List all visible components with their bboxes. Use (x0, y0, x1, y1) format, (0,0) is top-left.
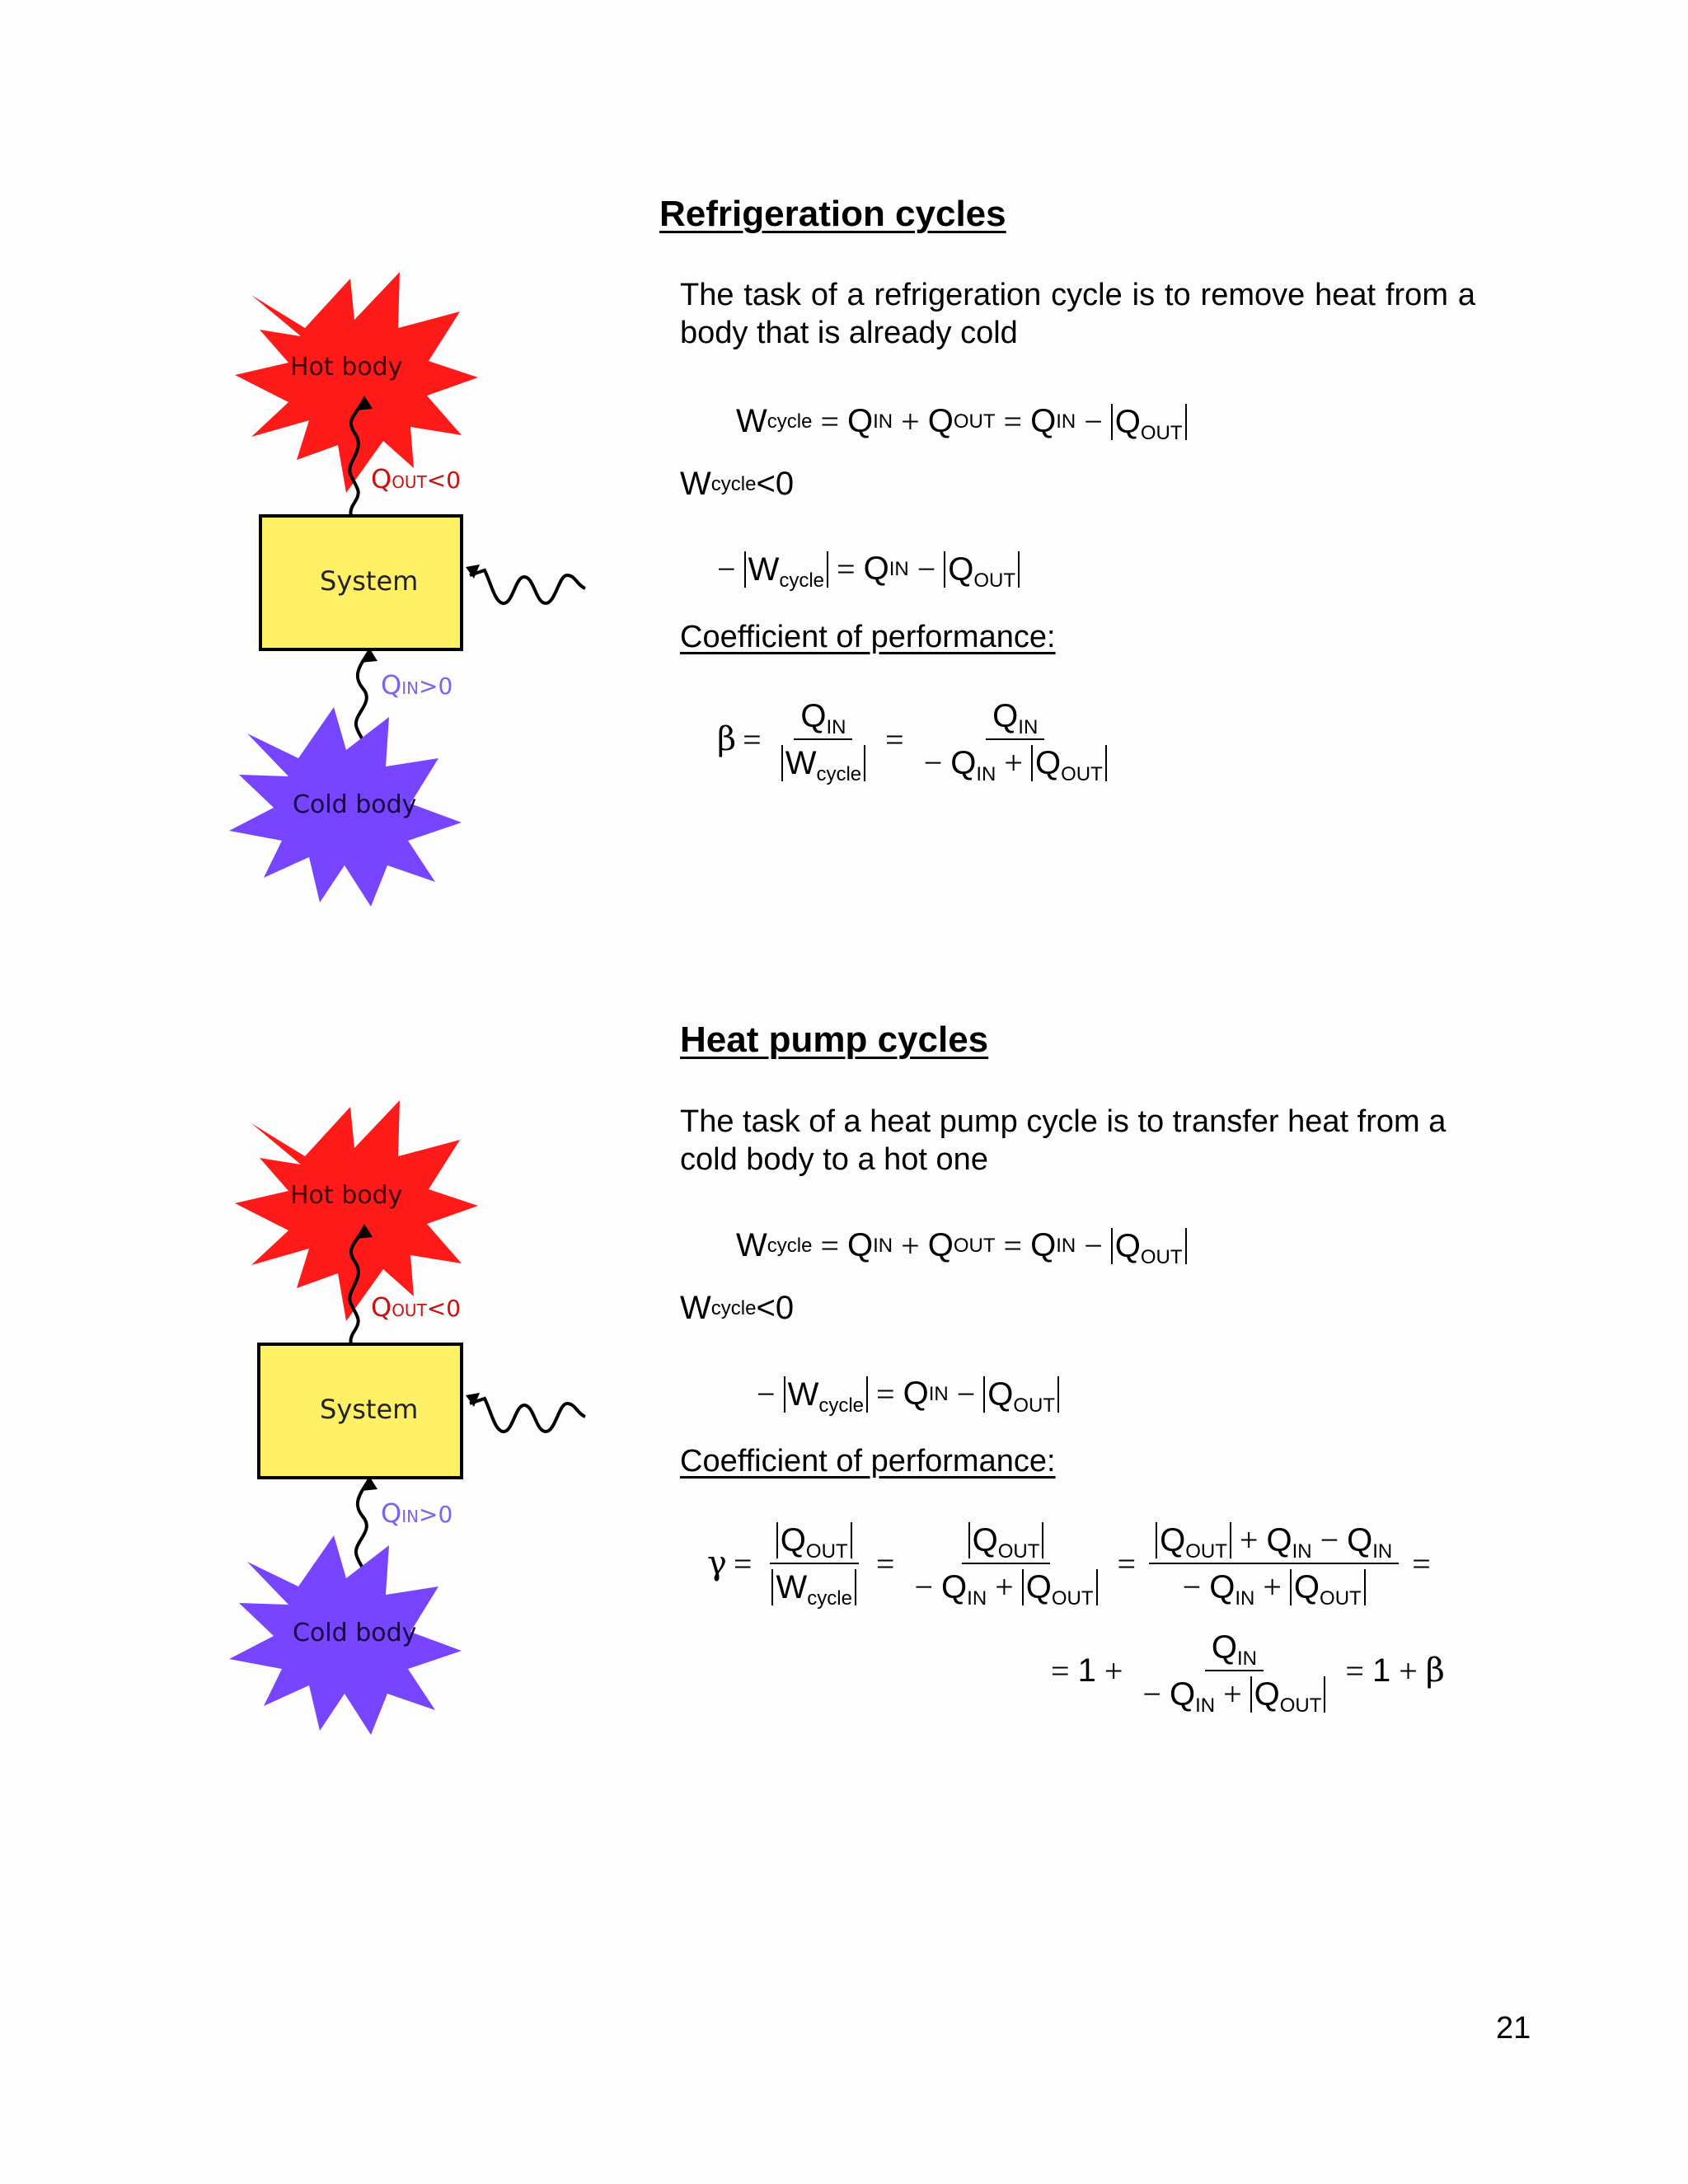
work-negative-condition: W cycle <0 (680, 1290, 795, 1326)
cold-body-label: Cold body (293, 1619, 417, 1647)
heat-pump-description: The task of a heat pump cycle is to transfer heat from a cold body to a hot one (680, 1104, 1447, 1177)
page-number: 21 (1496, 2011, 1531, 2046)
qin-label: QIN>0 (381, 1497, 453, 1529)
hot-body-label: Hot body (290, 1181, 403, 1210)
beta-cop-equation: β = $\frac{Q_{IN}}{W_{cycle}}$ = $\frac{Q_{IN}}{- Q_{IN} + Q_{OUT}}$ (717, 696, 1118, 782)
cycle-diagram-heat-pump (223, 1100, 602, 1743)
work-magnitude-equation: − $W_{cycle}$ = Q IN − $Q_{OUT}$ (717, 550, 1020, 588)
hot-body-star (235, 272, 478, 493)
cycle-diagram-refrigeration (223, 272, 602, 915)
cop-label-refrigeration: Coefficient of performance: (680, 620, 1056, 654)
work-cycle-equation: W cycle = Q IN + Q OUT = Q IN − $Q_{OUT}$ (736, 1226, 1187, 1265)
qin-label: QIN>0 (381, 669, 453, 701)
work-magnitude-equation: − $W_{cycle}$ = Q IN − $Q_{OUT}$ (757, 1375, 1059, 1413)
cop-label-heat-pump: Coefficient of performance: (680, 1444, 1056, 1479)
cold-body-label: Cold body (293, 790, 417, 819)
system-label: System (320, 1394, 419, 1425)
work-wave (470, 1399, 585, 1432)
refrigeration-description: The task of a refrigeration cycle is to remove heat from a body that is already cold (680, 278, 1475, 350)
refrigeration-title: Refrigeration cycles (659, 194, 1006, 234)
gamma-cop-equation: γ = $\frac{Q_{OUT}}{W_{cycle}}$ = $\frac{Q_{OUT}}{- Q_{IN} + Q_{OUT}}$ = $\frac{Q_{OUT} + Q_{IN} - Q_{IN}}{- Q_{IN} + Q_{OUT}}$ = (707, 1521, 1431, 1610)
hot-body-star (235, 1100, 478, 1321)
heat-pump-title: Heat pump cycles (680, 1019, 989, 1060)
work-cycle-equation: W cycle = Q IN + Q OUT = Q IN − $Q_{OUT}$ (736, 402, 1187, 441)
system-label: System (320, 565, 419, 597)
work-wave (470, 570, 585, 603)
qout-label: QOUT<0 (371, 1291, 462, 1323)
gamma-result-equation: = 1 + $\frac{Q_{IN}}{- Q_{IN} + Q_{OUT}}$ = 1 + β (1051, 1629, 1445, 1717)
work-negative-condition: W cycle <0 (680, 466, 795, 502)
hot-body-label: Hot body (290, 353, 403, 382)
qout-label: QOUT<0 (371, 463, 462, 494)
